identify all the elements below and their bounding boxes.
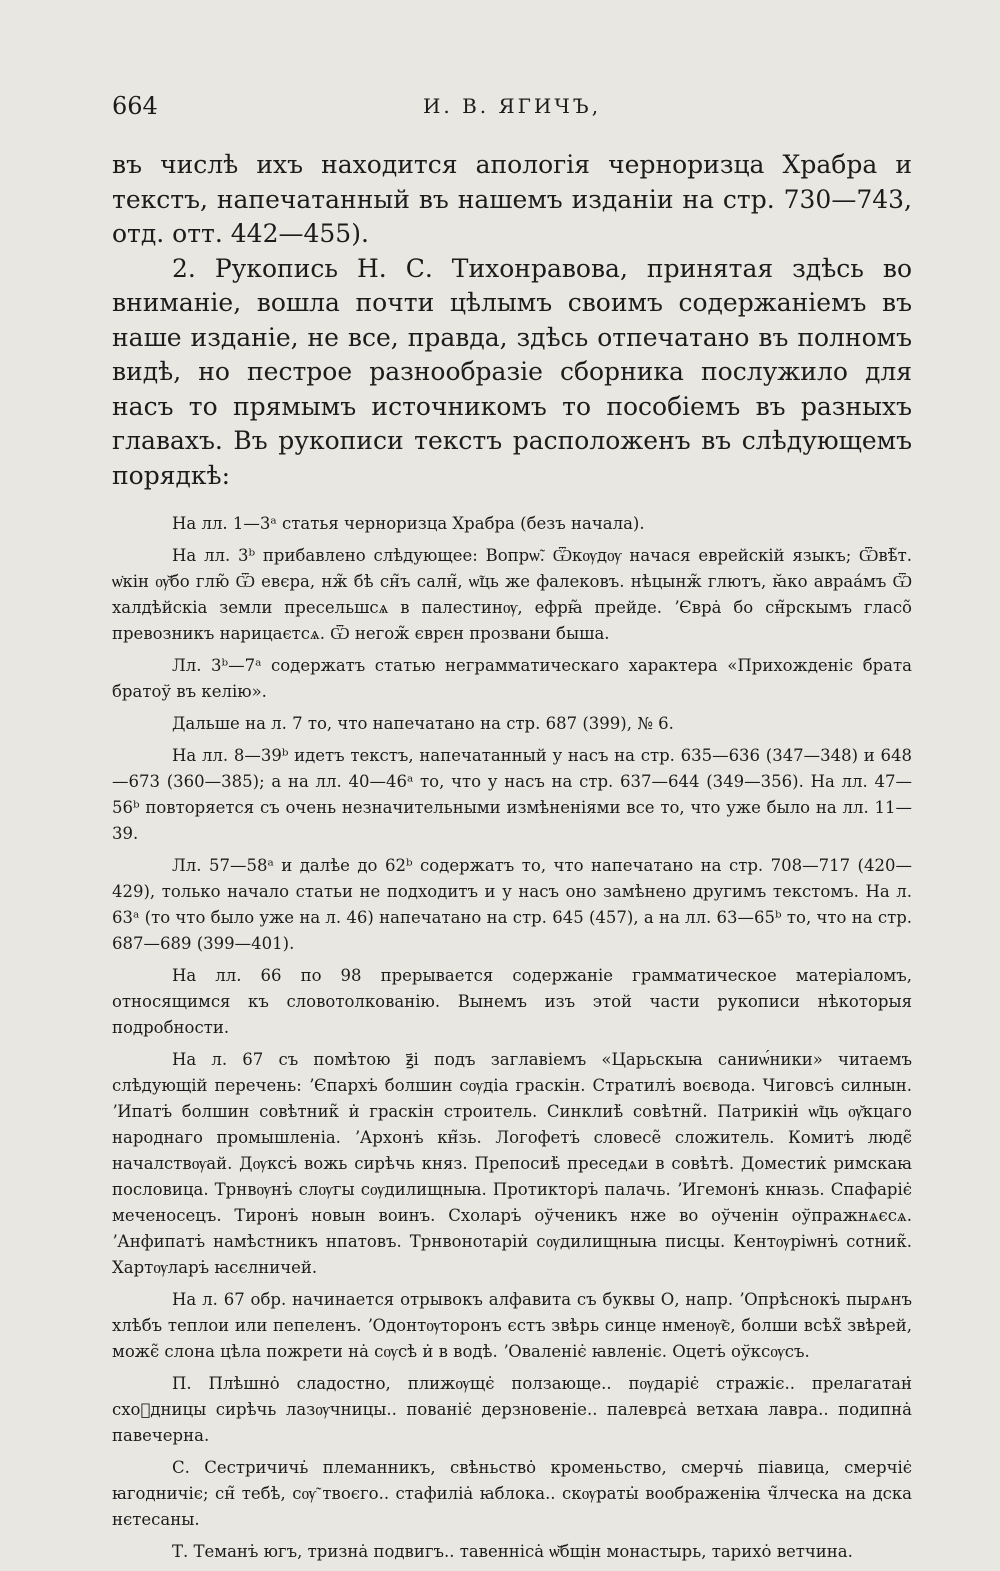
paragraph: С. Сестричичь̇ племанникъ, свѣньство̇ кроменьство, смерчь̇ піавица, смерчіє̇ ꙗгодничіє; сн̃ тебѣ, сѹ̃ твоєго.. стафиліа̇ ꙗблока.. скѹраты̇ воображеніꙗ ч̃лческа на дска нєтесаны. <box>112 1458 912 1529</box>
page-header <box>112 92 912 122</box>
paragraph: Т. Теманъ̇ югъ, тризна̇ подвигъ.. тавенніса̇ ѡ̆бщін монастырь, тарихо̇ ветчина. <box>172 1542 853 1561</box>
paragraph: На л. 67 обр. начинается отрывокъ алфавита съ буквы О, напр. ʼОпрѣснокъ̇ пырѧнъ хлѣбъ теплои или пепеленъ. ʼОдонтѹторонъ єстъ звѣрь синце нменѹ̃є, болши всѣх̃ звѣрей, можє̃ слона цѣла пожрети на̇ сѹсѣ и̇ в водѣ. ʼОваленіє̇ ꙗвленіє. Оцетъ̇ оўксѹсъ. <box>112 1290 912 1361</box>
paragraph: На лл. 1—3ᵃ статья черноризца Храбра (безъ начала). <box>172 514 645 533</box>
paragraph: Лл. 57—58ᵃ и далѣе до 62ᵇ содержатъ то, что напечатано на стр. 708—717 (420—429), только начало статьи не подходитъ и у насъ оно замѣнено другимъ текстомъ. На л. 63ᵃ (то что было уже на л. 46) напечатано на стр. 645 (457), а на лл. 63—65ᵇ то, что на стр. 687—689 (399—401). <box>112 856 912 953</box>
paragraph: въ числѣ ихъ находится апологія черноризца Храбра и текстъ, напечатанный въ нашемъ изданіи на стр. 730—743, отд. отт. 442—455). <box>112 150 912 248</box>
paragraph: Лл. 3ᵇ—7ᵃ содержатъ статью неграмматическаго характера «Прихожденіє брата братоў въ келію». <box>112 656 912 701</box>
paragraph: П. Плѣшно̇ сладостно, плижѹщє̇ ползающе.. пѹдаріє̇ стражіє.. прелагатан̇ схоⷣдницы сирѣчь лазѹчницы.. пованіє̇ дерзновеніе.. палеврєа̇ ветхаꙗ лавра.. подипна̇ павечерна. <box>112 1374 912 1445</box>
paragraph: 2. Рукопись Н. С. Тихонравова, принятая здѣсь во вниманіе, вошла почти цѣлымъ своимъ содержаніемъ въ наше изданіе, не все, правда, здѣсь отпечатано въ полномъ видѣ, но пестрое разнообразіе сборника послужило для насъ то прямымъ источникомъ то пособіемъ въ разныхъ главахъ. Въ рукописи текстъ расположенъ въ слѣдующемъ порядкѣ: <box>112 253 912 490</box>
paragraph: На лл. 8—39ᵇ идетъ текстъ, напечатанный у насъ на стр. 635—636 (347—348) и 648—673 (360—385); а на лл. 40—46ᵃ то, что у насъ на стр. 637—644 (349—356). На лл. 47—56ᵇ повторяется съ очень незначительными измѣненіями все то, что уже было на лл. 11—39. <box>112 746 912 843</box>
paragraph: На лл. 66 по 98 прерывается содержаніе грамматическое матеріаломъ, относящимся къ словотолкованію. Вынемъ изъ этой части рукописи нѣкоторыя подробности. <box>112 966 912 1037</box>
page-body <box>112 148 912 1571</box>
paragraph: На л. 67 съ помѣтою ꙃ҃і подъ заглавіемъ «Царьскыꙗ саниѡ́ники» читаемъ слѣдующій перечень: ʼЄпархъ̇ болшин сѹдіа граскін. Стратилъ̇ воєвода. Чиговсъ̇ силнын. ʼИпатъ̇ болшин совѣтник̃ и̇ граскін строитель. Синклиѣ̇ совѣтни̃. Патрикін̇ ѡ̃ць ѹ̆кцаго народнаго промышленіа. ʼАрхонъ̇ кн̃зь. Логофетъ̇ словесе̃ сложитель. Комитъ̇ людє̃ началствѹай. Дѹксъ̇ вожь сирѣчь княз. Препосиѣ̇ преседѧи в совѣтѣ. Доместик̇ римскаꙗ пословица. Трнвѹнъ̇ слѹгы сѹдилищныꙗ. Протикторъ̇ палачь. ʼИгемонъ̇ кнꙗзь. Спафаріє̇ меченосецъ. Тиронъ̇ новын воинъ. Схоларъ̇ оўченикъ нже во оўченін оўпражнѧєсѧ. ʼАнфипатъ̇ намѣстникъ нпатовъ. Трнвонотаріи̇ сѹдилищныꙗ писцы. Кентѹріѡнъ̇ сотник̃. Хартѹларъ̇ ꙗсєлничей. <box>112 1050 912 1277</box>
paragraph: Дальше на л. 7 то, что напечатано на стр. 687 (399), № 6. <box>172 714 674 733</box>
paragraph: На лл. 3ᵇ прибавлено слѣдующее: Вопрѡ̃. Ѿкѹдѹ начася еврейскій языкъ; Ѿвѣ̃т. ѡ̇кін ѹ̆бо глю̃ Ѿ евєра, нж̃ бѣ сн̃ъ салн̃, ѡ̃ць же фалековъ. нѣцынж̃ глютъ, ꙗ̆ко авраа́мъ Ѿ халдѣйскіа земли пресельшсѧ в палестинѹ, ефрꙗ̃ прейде. ʼЄвра̇ бо сн̃рскымъ гласо̃ превозникъ нарицаєтсѧ. Ѿ негож̃ єврєн прозвани быша. <box>112 546 912 643</box>
large-text-block <box>112 148 912 493</box>
running-head: И. В. ЯГИЧЪ, <box>422 94 602 118</box>
page-number: 664 <box>112 92 158 120</box>
small-text-block <box>112 511 912 1565</box>
